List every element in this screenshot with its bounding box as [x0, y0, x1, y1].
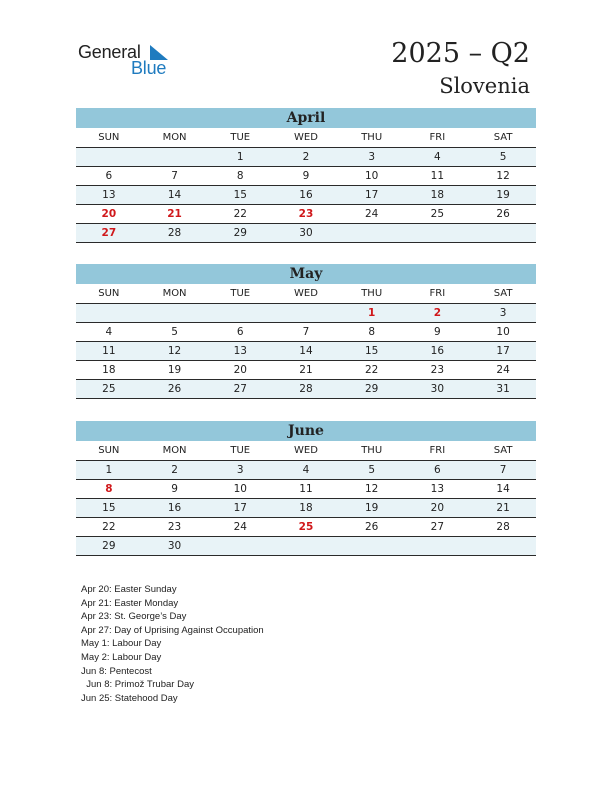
day-cell: 13: [76, 186, 142, 205]
weekday-header-row: [76, 128, 536, 148]
day-cell: 22: [76, 518, 142, 537]
weekday-label: THU: [339, 284, 405, 304]
weekday-label: MON: [142, 284, 208, 304]
page-title: 2025 – Q2: [391, 38, 530, 69]
day-cell: 15: [339, 342, 405, 361]
weekday-header-row: [76, 441, 536, 461]
day-cell: 20: [76, 205, 142, 224]
day-cell: 26: [339, 518, 405, 537]
day-cell: 8: [207, 167, 273, 186]
empty-day-cell: [405, 224, 471, 243]
day-cell: 23: [142, 518, 208, 537]
day-cell: 12: [339, 480, 405, 499]
holiday-note: Jun 8: Primož Trubar Day: [81, 679, 194, 691]
day-cell: 5: [339, 461, 405, 480]
holiday-note: Apr 21: Easter Monday: [81, 597, 179, 609]
day-cell: 17: [470, 342, 536, 361]
weekday-header-row: [76, 284, 536, 304]
day-cell: 4: [273, 461, 339, 480]
weekday-label: MON: [142, 441, 208, 461]
week-row: [76, 380, 536, 399]
empty-day-cell: [76, 304, 142, 323]
day-cell: 18: [405, 186, 471, 205]
day-cell: 28: [470, 518, 536, 537]
week-row: [76, 205, 536, 224]
day-cell: 16: [405, 342, 471, 361]
country-name: Slovenia: [439, 74, 530, 98]
week-row: [76, 304, 536, 323]
day-cell: 1: [76, 461, 142, 480]
day-cell: 18: [76, 361, 142, 380]
holiday-note: Apr 27: Day of Uprising Against Occupation: [81, 624, 264, 636]
weekday-label: SAT: [470, 441, 536, 461]
day-cell: 24: [207, 518, 273, 537]
day-cell: 16: [273, 186, 339, 205]
empty-day-cell: [142, 148, 208, 167]
week-row: [76, 518, 536, 537]
day-cell: 22: [339, 361, 405, 380]
day-cell: 1: [339, 304, 405, 323]
day-cell: 25: [405, 205, 471, 224]
day-cell: 23: [273, 205, 339, 224]
week-row: [76, 499, 536, 518]
empty-day-cell: [470, 537, 536, 556]
day-cell: 19: [142, 361, 208, 380]
day-cell: 11: [273, 480, 339, 499]
holiday-notes: [81, 583, 264, 705]
day-cell: 12: [142, 342, 208, 361]
day-cell: 19: [470, 186, 536, 205]
day-cell: 11: [405, 167, 471, 186]
day-cell: 2: [142, 461, 208, 480]
weekday-label: MON: [142, 128, 208, 148]
day-cell: 5: [470, 148, 536, 167]
day-cell: 27: [207, 380, 273, 399]
day-cell: 6: [405, 461, 471, 480]
day-cell: 10: [207, 480, 273, 499]
month-title: June: [76, 421, 536, 441]
day-cell: 14: [142, 186, 208, 205]
empty-day-cell: [470, 224, 536, 243]
week-row: [76, 342, 536, 361]
holiday-note: Jun 8: Pentecost: [81, 665, 152, 677]
holiday-note: Jun 25: Statehood Day: [81, 692, 178, 704]
calendar-grid: [76, 128, 536, 243]
weekday-label: FRI: [405, 128, 471, 148]
month-april: [76, 108, 536, 243]
day-cell: 30: [405, 380, 471, 399]
empty-day-cell: [76, 148, 142, 167]
day-cell: 26: [470, 205, 536, 224]
weekday-label: WED: [273, 128, 339, 148]
month-june: [76, 421, 536, 556]
week-row: [76, 461, 536, 480]
calendar-grid: [76, 441, 536, 556]
day-cell: 10: [470, 323, 536, 342]
day-cell: 8: [339, 323, 405, 342]
day-cell: 3: [207, 461, 273, 480]
empty-day-cell: [142, 304, 208, 323]
weekday-label: FRI: [405, 441, 471, 461]
weekday-label: WED: [273, 441, 339, 461]
week-row: [76, 480, 536, 499]
day-cell: 17: [207, 499, 273, 518]
weekday-label: TUE: [207, 128, 273, 148]
day-cell: 15: [76, 499, 142, 518]
empty-day-cell: [207, 537, 273, 556]
day-cell: 6: [207, 323, 273, 342]
week-row: [76, 361, 536, 380]
day-cell: 4: [76, 323, 142, 342]
day-cell: 1: [207, 148, 273, 167]
weekday-label: SUN: [76, 284, 142, 304]
day-cell: 3: [470, 304, 536, 323]
day-cell: 2: [273, 148, 339, 167]
holiday-note: May 2: Labour Day: [81, 651, 162, 663]
day-cell: 7: [142, 167, 208, 186]
day-cell: 29: [76, 537, 142, 556]
day-cell: 8: [76, 480, 142, 499]
weekday-label: SUN: [76, 441, 142, 461]
day-cell: 9: [273, 167, 339, 186]
day-cell: 26: [142, 380, 208, 399]
day-cell: 30: [142, 537, 208, 556]
weekday-label: TUE: [207, 441, 273, 461]
month-may: [76, 264, 536, 399]
empty-day-cell: [339, 537, 405, 556]
day-cell: 22: [207, 205, 273, 224]
day-cell: 15: [207, 186, 273, 205]
brand-logo: [78, 42, 188, 78]
day-cell: 17: [339, 186, 405, 205]
week-row: [76, 148, 536, 167]
day-cell: 31: [470, 380, 536, 399]
empty-day-cell: [273, 537, 339, 556]
day-cell: 6: [76, 167, 142, 186]
empty-day-cell: [405, 537, 471, 556]
holiday-note: Apr 23: St. George’s Day: [81, 611, 187, 623]
week-row: [76, 323, 536, 342]
week-row: [76, 186, 536, 205]
calendar-grid: [76, 284, 536, 399]
day-cell: 19: [339, 499, 405, 518]
weekday-label: WED: [273, 284, 339, 304]
day-cell: 21: [470, 499, 536, 518]
holiday-note: May 1: Labour Day: [81, 638, 162, 650]
day-cell: 18: [273, 499, 339, 518]
weekday-label: FRI: [405, 284, 471, 304]
weekday-label: SUN: [76, 128, 142, 148]
day-cell: 29: [207, 224, 273, 243]
day-cell: 30: [273, 224, 339, 243]
day-cell: 13: [207, 342, 273, 361]
day-cell: 28: [273, 380, 339, 399]
day-cell: 7: [470, 461, 536, 480]
day-cell: 28: [142, 224, 208, 243]
day-cell: 2: [405, 304, 471, 323]
day-cell: 20: [207, 361, 273, 380]
day-cell: 5: [142, 323, 208, 342]
day-cell: 24: [339, 205, 405, 224]
holiday-note: Apr 20: Easter Sunday: [81, 584, 177, 595]
week-row: [76, 537, 536, 556]
month-title: May: [76, 264, 536, 284]
empty-day-cell: [339, 224, 405, 243]
day-cell: 14: [470, 480, 536, 499]
day-cell: 29: [339, 380, 405, 399]
day-cell: 12: [470, 167, 536, 186]
day-cell: 25: [76, 380, 142, 399]
weekday-label: THU: [339, 128, 405, 148]
week-row: [76, 224, 536, 243]
day-cell: 16: [142, 499, 208, 518]
day-cell: 21: [142, 205, 208, 224]
empty-day-cell: [207, 304, 273, 323]
day-cell: 9: [405, 323, 471, 342]
day-cell: 20: [405, 499, 471, 518]
weekday-label: TUE: [207, 284, 273, 304]
day-cell: 13: [405, 480, 471, 499]
day-cell: 24: [470, 361, 536, 380]
day-cell: 21: [273, 361, 339, 380]
weekday-label: THU: [339, 441, 405, 461]
day-cell: 3: [339, 148, 405, 167]
day-cell: 27: [76, 224, 142, 243]
day-cell: 11: [76, 342, 142, 361]
weekday-label: SAT: [470, 284, 536, 304]
day-cell: 10: [339, 167, 405, 186]
day-cell: 14: [273, 342, 339, 361]
month-title: April: [76, 108, 536, 128]
day-cell: 7: [273, 323, 339, 342]
day-cell: 9: [142, 480, 208, 499]
day-cell: 4: [405, 148, 471, 167]
day-cell: 23: [405, 361, 471, 380]
logo-text-general: General: [78, 42, 141, 62]
weekday-label: SAT: [470, 128, 536, 148]
day-cell: 27: [405, 518, 471, 537]
day-cell: 25: [273, 518, 339, 537]
week-row: [76, 167, 536, 186]
empty-day-cell: [273, 304, 339, 323]
logo-text-blue: Blue: [131, 58, 167, 78]
